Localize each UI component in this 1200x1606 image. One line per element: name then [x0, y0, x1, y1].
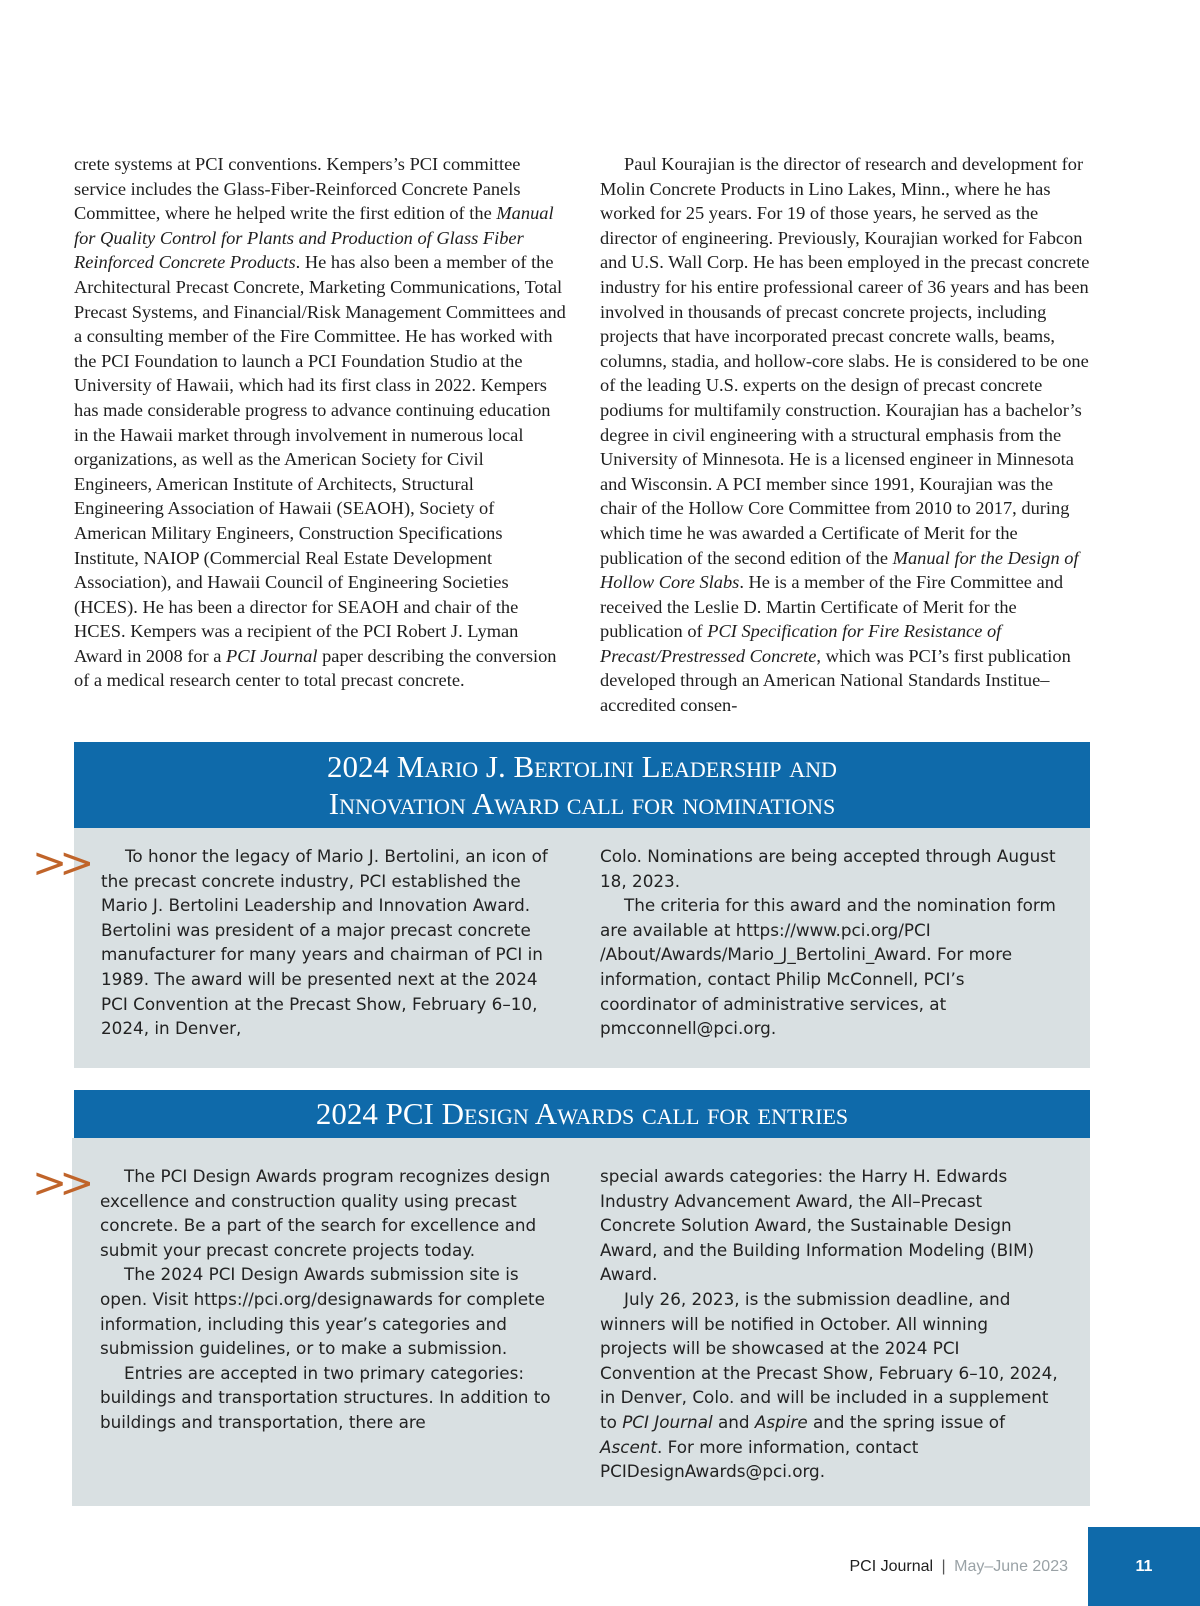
bertolini-paragraph-3: The criteria for this award and the nomination form are available at https://www.pci.org/PCI /About/Awards/Mario_J_Bertolini_Award. For more information, contact Philip McConnell, PCI’s coordinator of administrative services, at pmcconnell@pci.org.	[600, 895, 1056, 1039]
bertolini-award-body	[74, 828, 1090, 1068]
design-awards-right-column	[600, 1164, 1060, 1484]
design-awards-paragraph-5: July 26, 2023, is the submission deadline, and winners will be notified in October. All winning projects will be showcased at the 2024 PCI Convention at the Precast Show, February 6–10, 2024, in Denver, Colo. and will be included in a supplement to PCI Journal and Aspire and the spring issue of Ascent. For more information, contact PCIDesignAwards@pci.org.	[600, 1288, 1058, 1482]
article-column-left	[74, 152, 566, 693]
footer-separator: |	[941, 1558, 946, 1575]
kourajian-bio-paragraph: Paul Kourajian is the director of research and development for Molin Concrete Products in Lino Lakes, Minn., where he has worked for 25 years. For 19 of those years, he served as the director of engineering. Previously, Kourajian worked for Fabcon and U.S. Wall Corp. He has been employed in the precast concrete industry for his entire professional career of 36 years and has been involved in thousands of precast concrete projects, including projects that have incorporated precast concrete walls, beams, columns, stadia, and hollow-core slabs. He is considered to be one of the leading U.S. experts on the design of precast concrete podiums for multifamily construction. Kourajian has a bachelor’s degree in civil engineering with a structural emphasis from the University of Minnesota. He is a licensed engineer in Minnesota and Wisconsin. A PCI member since 1991, Kourajian was the chair of the Hollow Core Committee from 2010 to 2017, during which time he was awarded a Certificate of Merit for the publication of the second edition of the Manual for the Design of Hollow Core Slabs. He is a member of the Fire Committee and received the Leslie D. Martin Certificate of Merit for the publication of PCI Specification for Fire Resistance of Precast/Prestressed Concrete, which was PCI’s first publication developed through an American National Standards Institue–accredited consen-	[600, 154, 1090, 716]
bertolini-left-column	[101, 844, 551, 1041]
page-number: 11	[1088, 1527, 1200, 1606]
design-awards-header	[74, 1090, 1090, 1138]
article-column-right	[600, 152, 1092, 718]
design-awards-left-column	[100, 1164, 558, 1435]
double-chevron-icon: >>	[32, 1158, 87, 1207]
bertolini-paragraph-2: Colo. Nominations are being accepted through August 18, 2023.	[600, 846, 1056, 891]
design-awards-body	[72, 1138, 1090, 1506]
design-awards-paragraph-3: Entries are accepted in two primary categories: buildings and transportation structures. In addition to buildings and transportation, there are	[100, 1362, 551, 1432]
footer-journal-name: PCI Journal	[849, 1558, 934, 1575]
bertolini-paragraph-1: To honor the legacy of Mario J. Bertolini, an icon of the precast concrete industry, PCI established the Mario J. Bertolini Leadership and Innovation Award. Bertolini was president of a major precast concrete manufacturer for many years and chairman of PCI in 1989. The award will be presented next at the 2024 PCI Convention at the Precast Show, February 6–10, 2024, in Denver,	[101, 846, 548, 1039]
design-awards-paragraph-1: The PCI Design Awards program recognizes design excellence and construction quality using precast concrete. Be a part of the search for excellence and submit your precast concrete projects today.	[100, 1166, 551, 1260]
design-awards-title: 2024 PCI Design Awards call for entries	[315, 1096, 849, 1131]
bertolini-award-title: 2024 Mario J. Bertolini Leadership and Innovation Award call for nominations	[327, 749, 837, 821]
double-chevron-icon: >>	[32, 838, 87, 887]
design-awards-paragraph-2: The 2024 PCI Design Awards submission site is open. Visit https://pci.org/designawards for complete information, including this year’s categories and submission guidelines, or to make a submission.	[100, 1264, 545, 1359]
bertolini-award-header	[74, 742, 1090, 828]
page-footer	[849, 1558, 1068, 1576]
footer-issue-date: May–June 2023	[954, 1558, 1068, 1575]
bertolini-right-column	[600, 844, 1060, 1041]
design-awards-paragraph-4: special awards categories: the Harry H. Edwards Industry Advancement Award, the All–Precast Concrete Solution Award, the Sustainable Design Award, and the Building Information Modeling (BIM) Award.	[600, 1166, 1035, 1285]
kempers-bio-paragraph: crete systems at PCI conventions. Kempers’s PCI committee service includes the Glass-Fiber-Reinforced Concrete Panels Committee, where he helped write the first edition of the Manual for Quality Control for Plants and Production of Glass Fiber Reinforced Concrete Products. He has also been a member of the Architectural Precast Concrete, Marketing Communications, Total Precast Systems, and Financial/Risk Management Committees and a consulting member of the Fire Committee. He has worked with the PCI Foundation to launch a PCI Foundation Studio at the University of Hawaii, which had its first class in 2022. Kempers has made considerable progress to advance continuing education in the Hawaii market through involvement in numerous local organizations, as well as the American Society for Civil Engineers, American Institute of Architects, Structural Engineering Association of Hawaii (SEAOH), Society of American Military Engineers, Construction Specifications Institute, NAIOP (Commercial Real Estate Development Association), and Hawaii Council of Engineering Societies (HCES). He has been a director for SEAOH and chair of the HCES. Kempers was a recipient of the PCI Robert J. Lyman Award in 2008 for a PCI Journal paper describing the conversion of a medical research center to total precast concrete.	[74, 154, 566, 691]
